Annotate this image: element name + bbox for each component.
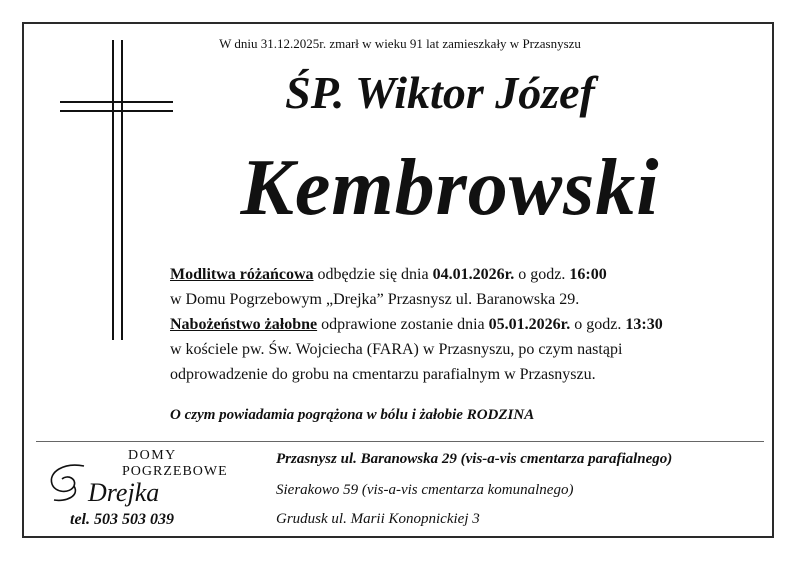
divider [36, 441, 764, 442]
funeral-home-logo [44, 446, 228, 507]
service-burial: odprowadzenie do grobu na cmentarzu parafialnym w Przasnyszu. [170, 366, 596, 383]
rosary-label: Modlitwa różańcowa [170, 266, 314, 283]
service-date: 05.01.2026r. [488, 316, 571, 333]
rosary-date: 04.01.2026r. [432, 266, 515, 283]
logo-line-drejka: Drejka [88, 478, 160, 507]
closing-note: O czym powiadamia pogrążona w bólu i żałobie RODZINA [170, 407, 535, 423]
ceremony-details [170, 262, 730, 387]
deceased-first-name: ŚP. Wiktor Józef [285, 67, 595, 118]
logo-line-domy: DOMY [128, 448, 177, 463]
intro-line: W dniu 31.12.2025r. zmarł w wieku 91 lat zamieszkały w Przasnyszu [219, 36, 581, 51]
service-line [170, 312, 730, 337]
service-place: w kościele pw. Św. Wojciecha (FARA) w Przasnyszu, po czym nastąpi [170, 341, 623, 358]
logo-line-pogrzebowe: POGRZEBOWE [122, 464, 228, 479]
rosary-line [170, 262, 730, 287]
service-time: 13:30 [625, 316, 663, 333]
address-grudusk: Grudusk ul. Marii Konopnickiej 3 [276, 511, 480, 527]
service-label: Nabożeństwo żałobne [170, 316, 318, 333]
rosary-place: w Domu Pogrzebowym „Drejka” Przasnysz ul. Baranowska 29. [170, 291, 580, 308]
address-sierakowo: Sierakowo 59 (vis-a-vis cmentarza komunalnego) [276, 482, 574, 498]
rosary-time: 16:00 [569, 266, 607, 283]
deceased-last-name: Kembrowski [240, 144, 660, 232]
service-text: odprawione zostanie dnia [317, 316, 489, 333]
logo-ornament-icon [44, 460, 92, 504]
rosary-text-time: o godz. [514, 266, 570, 283]
service-text-time: o godz. [570, 316, 626, 333]
phone-number: tel. 503 503 039 [70, 511, 174, 528]
rosary-text: odbędzie się dnia [313, 266, 433, 283]
address-przasnysz: Przasnysz ul. Baranowska 29 (vis-a-vis cmentarza parafialnego) [276, 451, 673, 467]
